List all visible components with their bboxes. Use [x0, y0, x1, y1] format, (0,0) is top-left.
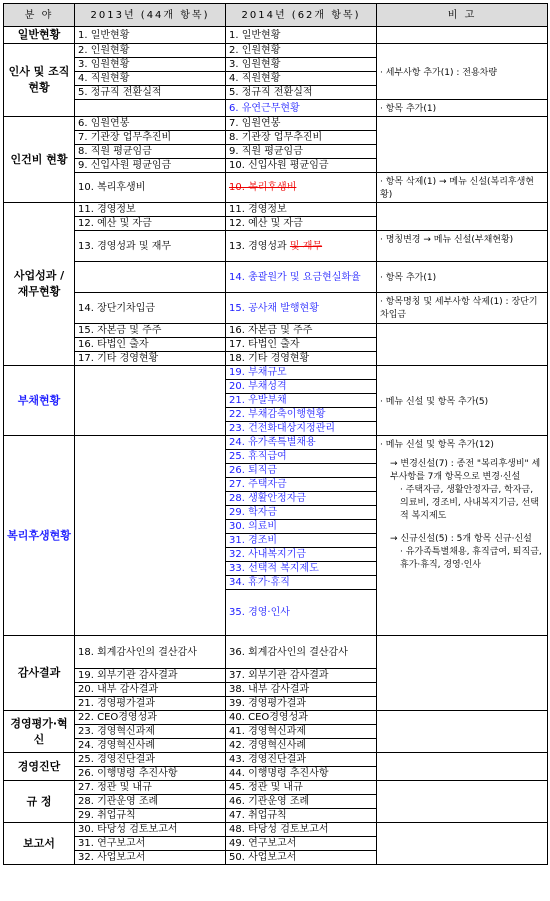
item-2014: 48. 타당성 검토보고서 [226, 823, 377, 837]
item-2013: 5. 정규직 전환실적 [75, 86, 226, 100]
item-2014: 47. 취업규칙 [226, 809, 377, 823]
remark-cell: · 항목 삭제(1) → 메뉴 신설(복리후생현황) [377, 173, 548, 203]
remark-line: → 변경신설(7) : 종전 "복리후생비" 세부사항를 7개 항목으로 변경·신설 [390, 459, 541, 482]
item-2013: 1. 일반현황 [75, 27, 226, 44]
category-evaluation-innovation: 경영평가·혁신 [4, 711, 75, 753]
item-2013: 32. 사업보고서 [75, 851, 226, 865]
table-row [4, 203, 548, 217]
remark-line: · 유가족특별채용, 휴직급여, 퇴직금, 휴가·휴직, 경영·인사 [400, 547, 542, 570]
item-2013-empty [75, 262, 226, 293]
item-2014: 23. 건전화대상지정관리 [226, 422, 377, 436]
item-2013-empty [75, 100, 226, 117]
item-2014: 19. 부채규모 [226, 366, 377, 380]
item-2013: 15. 자본금 및 주주 [75, 324, 226, 338]
item-2014: 31. 경조비 [226, 534, 377, 548]
item-2014: 22. 부채감축이행현황 [226, 408, 377, 422]
item-2014: 34. 휴가·휴직 [226, 576, 377, 590]
item-2013: 14. 장단기차입금 [75, 293, 226, 324]
item-2013: 20. 내부 감사결과 [75, 683, 226, 697]
remark-cell: · 메뉴 신설 및 항목 추가(5) [377, 366, 548, 436]
item-2013: 10. 복리후생비 [75, 173, 226, 203]
item-2014: 3. 임원현황 [226, 58, 377, 72]
header-2014: 2014년 (62개 항목) [226, 4, 377, 27]
item-2013: 31. 연구보고서 [75, 837, 226, 851]
item-2013-empty [75, 436, 226, 636]
item-2013: 8. 직원 평균임금 [75, 145, 226, 159]
remark-cell: · 항목 추가(1) [377, 262, 548, 293]
item-2013: 2. 인원현황 [75, 44, 226, 58]
item-2014: 25. 휴직급여 [226, 450, 377, 464]
item-2014: 14. 총괄원가 및 요금현실화율 [226, 262, 377, 293]
category-general: 일반현황 [4, 27, 75, 44]
item-2014-deleted-part: 및 재무 [289, 240, 323, 252]
category-business-finance: 사업성과 / 재무현황 [4, 203, 75, 366]
item-2014: 37. 외부기관 감사결과 [226, 669, 377, 683]
item-2014-text: 13. 경영성과 [229, 240, 290, 252]
remark-cell: · 명칭변경 → 메뉴 신설(부채현황) [377, 231, 548, 262]
disclosure-comparison-table [3, 3, 548, 865]
item-2014: 41. 경영혁신과제 [226, 725, 377, 739]
item-2013: 29. 취업규칙 [75, 809, 226, 823]
table-row [4, 753, 548, 767]
item-2014: 10. 신입사원 평균임금 [226, 159, 377, 173]
table-row [4, 366, 548, 380]
item-2014: 18. 기타 경영현황 [226, 352, 377, 366]
item-2014: 1. 일반현황 [226, 27, 377, 44]
item-2014: 4. 직원현황 [226, 72, 377, 86]
remark-cell [377, 203, 548, 231]
item-2014: 50. 사업보고서 [226, 851, 377, 865]
remark-cell [377, 823, 548, 865]
category-labor-cost: 인건비 현황 [4, 117, 75, 203]
table-row [4, 173, 548, 203]
item-2013: 17. 기타 경영현황 [75, 352, 226, 366]
item-2013: 27. 정관 및 내규 [75, 781, 226, 795]
table-row [4, 324, 548, 338]
table-row [4, 100, 548, 117]
remark-cell [377, 781, 548, 823]
item-2014: 28. 생활안정자금 [226, 492, 377, 506]
item-2014: 49. 연구보고서 [226, 837, 377, 851]
item-2014-deleted: 10. 복리후생비 [226, 173, 377, 203]
remark-cell-welfare [377, 436, 548, 636]
item-2013: 9. 신입사원 평균임금 [75, 159, 226, 173]
item-2014: 12. 예산 및 자금 [226, 217, 377, 231]
item-2013: 28. 기관운영 조례 [75, 795, 226, 809]
table-row [4, 781, 548, 795]
item-2013: 13. 경영성과 및 재무 [75, 231, 226, 262]
item-2014: 40. CEO경영성과 [226, 711, 377, 725]
header-category: 분 야 [4, 4, 75, 27]
item-2014: 21. 우발부채 [226, 394, 377, 408]
header-remarks: 비 고 [377, 4, 548, 27]
item-2013: 26. 이행명령 추진사항 [75, 767, 226, 781]
item-2014: 7. 임원연봉 [226, 117, 377, 131]
item-2013: 7. 기관장 업무추진비 [75, 131, 226, 145]
category-regulations: 규 정 [4, 781, 75, 823]
table-row [4, 262, 548, 293]
item-2013: 24. 경영혁신사례 [75, 739, 226, 753]
item-2014: 30. 의료비 [226, 520, 377, 534]
remark-cell [377, 324, 548, 366]
table-row [4, 117, 548, 131]
category-diagnosis: 경영진단 [4, 753, 75, 781]
table-row [4, 436, 548, 450]
header-2013: 2013년 (44개 항목) [75, 4, 226, 27]
item-2014: 45. 정관 및 내규 [226, 781, 377, 795]
item-2014: 43. 경영진단결과 [226, 753, 377, 767]
item-2014: 8. 기관장 업무추진비 [226, 131, 377, 145]
table-row [4, 44, 548, 58]
item-2014: 44. 이행명령 추진사항 [226, 767, 377, 781]
remark-line: → 신규신설(5) : 5개 항목 신규·신설 [390, 534, 532, 544]
item-2014: 29. 학자금 [226, 506, 377, 520]
item-2013: 12. 예산 및 자금 [75, 217, 226, 231]
item-2014: 35. 경영·인사 [226, 590, 377, 636]
header-row [4, 4, 548, 27]
item-2013: 4. 직원현황 [75, 72, 226, 86]
item-2013: 22. CEO경영성과 [75, 711, 226, 725]
item-2013-empty [75, 366, 226, 436]
remark-line: · 메뉴 신설 및 항목 추가(12) [380, 440, 494, 450]
item-2014: 27. 주택자금 [226, 478, 377, 492]
item-2013: 18. 회계감사인의 결산감사 [75, 636, 226, 669]
item-2013: 16. 타법인 출자 [75, 338, 226, 352]
remark-cell: · 항목 추가(1) [377, 100, 548, 117]
item-2014: 38. 내부 감사결과 [226, 683, 377, 697]
category-reports: 보고서 [4, 823, 75, 865]
item-2014: 46. 기관운영 조례 [226, 795, 377, 809]
remark-cell [377, 711, 548, 753]
category-personnel: 인사 및 조직현황 [4, 44, 75, 117]
remark-cell: · 세부사항 추가(1) : 전용차량 [377, 44, 548, 100]
item-2014: 9. 직원 평균임금 [226, 145, 377, 159]
item-2014: 33. 선택적 복지제도 [226, 562, 377, 576]
item-2014 [226, 231, 377, 262]
table-row [4, 711, 548, 725]
table-row [4, 823, 548, 837]
category-audit: 감사결과 [4, 636, 75, 711]
item-2014: 24. 유가족특별채용 [226, 436, 377, 450]
item-2013: 19. 외부기관 감사결과 [75, 669, 226, 683]
item-2014: 15. 공사채 발행현황 [226, 293, 377, 324]
category-welfare: 복리후생현황 [4, 436, 75, 636]
item-2014: 17. 타법인 출자 [226, 338, 377, 352]
item-2013: 21. 경영평가결과 [75, 697, 226, 711]
item-2014: 16. 자본금 및 주주 [226, 324, 377, 338]
table-row [4, 293, 548, 324]
item-2014: 5. 정규직 전환실적 [226, 86, 377, 100]
remark-cell [377, 753, 548, 781]
item-2014: 39. 경영평가결과 [226, 697, 377, 711]
item-2014: 32. 사내복지기금 [226, 548, 377, 562]
table-row [4, 27, 548, 44]
item-2014: 6. 유연근무현황 [226, 100, 377, 117]
item-2013: 11. 경영정보 [75, 203, 226, 217]
item-2013: 25. 경영진단결과 [75, 753, 226, 767]
item-2014: 36. 회계감사인의 결산감사 [226, 636, 377, 669]
item-2013: 30. 타당성 검토보고서 [75, 823, 226, 837]
table-row [4, 231, 548, 262]
category-debt: 부채현황 [4, 366, 75, 436]
remark-line: · 주택자금, 생활안정자금, 학자금, 의료비, 경조비, 사내복지기금, 선택적 복지제도 [400, 485, 539, 521]
item-2014: 26. 퇴직금 [226, 464, 377, 478]
remark-cell [377, 636, 548, 711]
remark-cell: · 항목명칭 및 세부사항 삭제(1) : 장단기 차입금 [377, 293, 548, 324]
item-2014: 20. 부채성격 [226, 380, 377, 394]
item-2014: 11. 경영정보 [226, 203, 377, 217]
item-2014: 42. 경영혁신사례 [226, 739, 377, 753]
item-2014: 2. 인원현황 [226, 44, 377, 58]
table-row [4, 636, 548, 669]
item-2013: 23. 경영혁신과제 [75, 725, 226, 739]
item-2013: 3. 임원현황 [75, 58, 226, 72]
remark-cell [377, 27, 548, 44]
item-2013: 6. 임원연봉 [75, 117, 226, 131]
remark-cell [377, 117, 548, 173]
